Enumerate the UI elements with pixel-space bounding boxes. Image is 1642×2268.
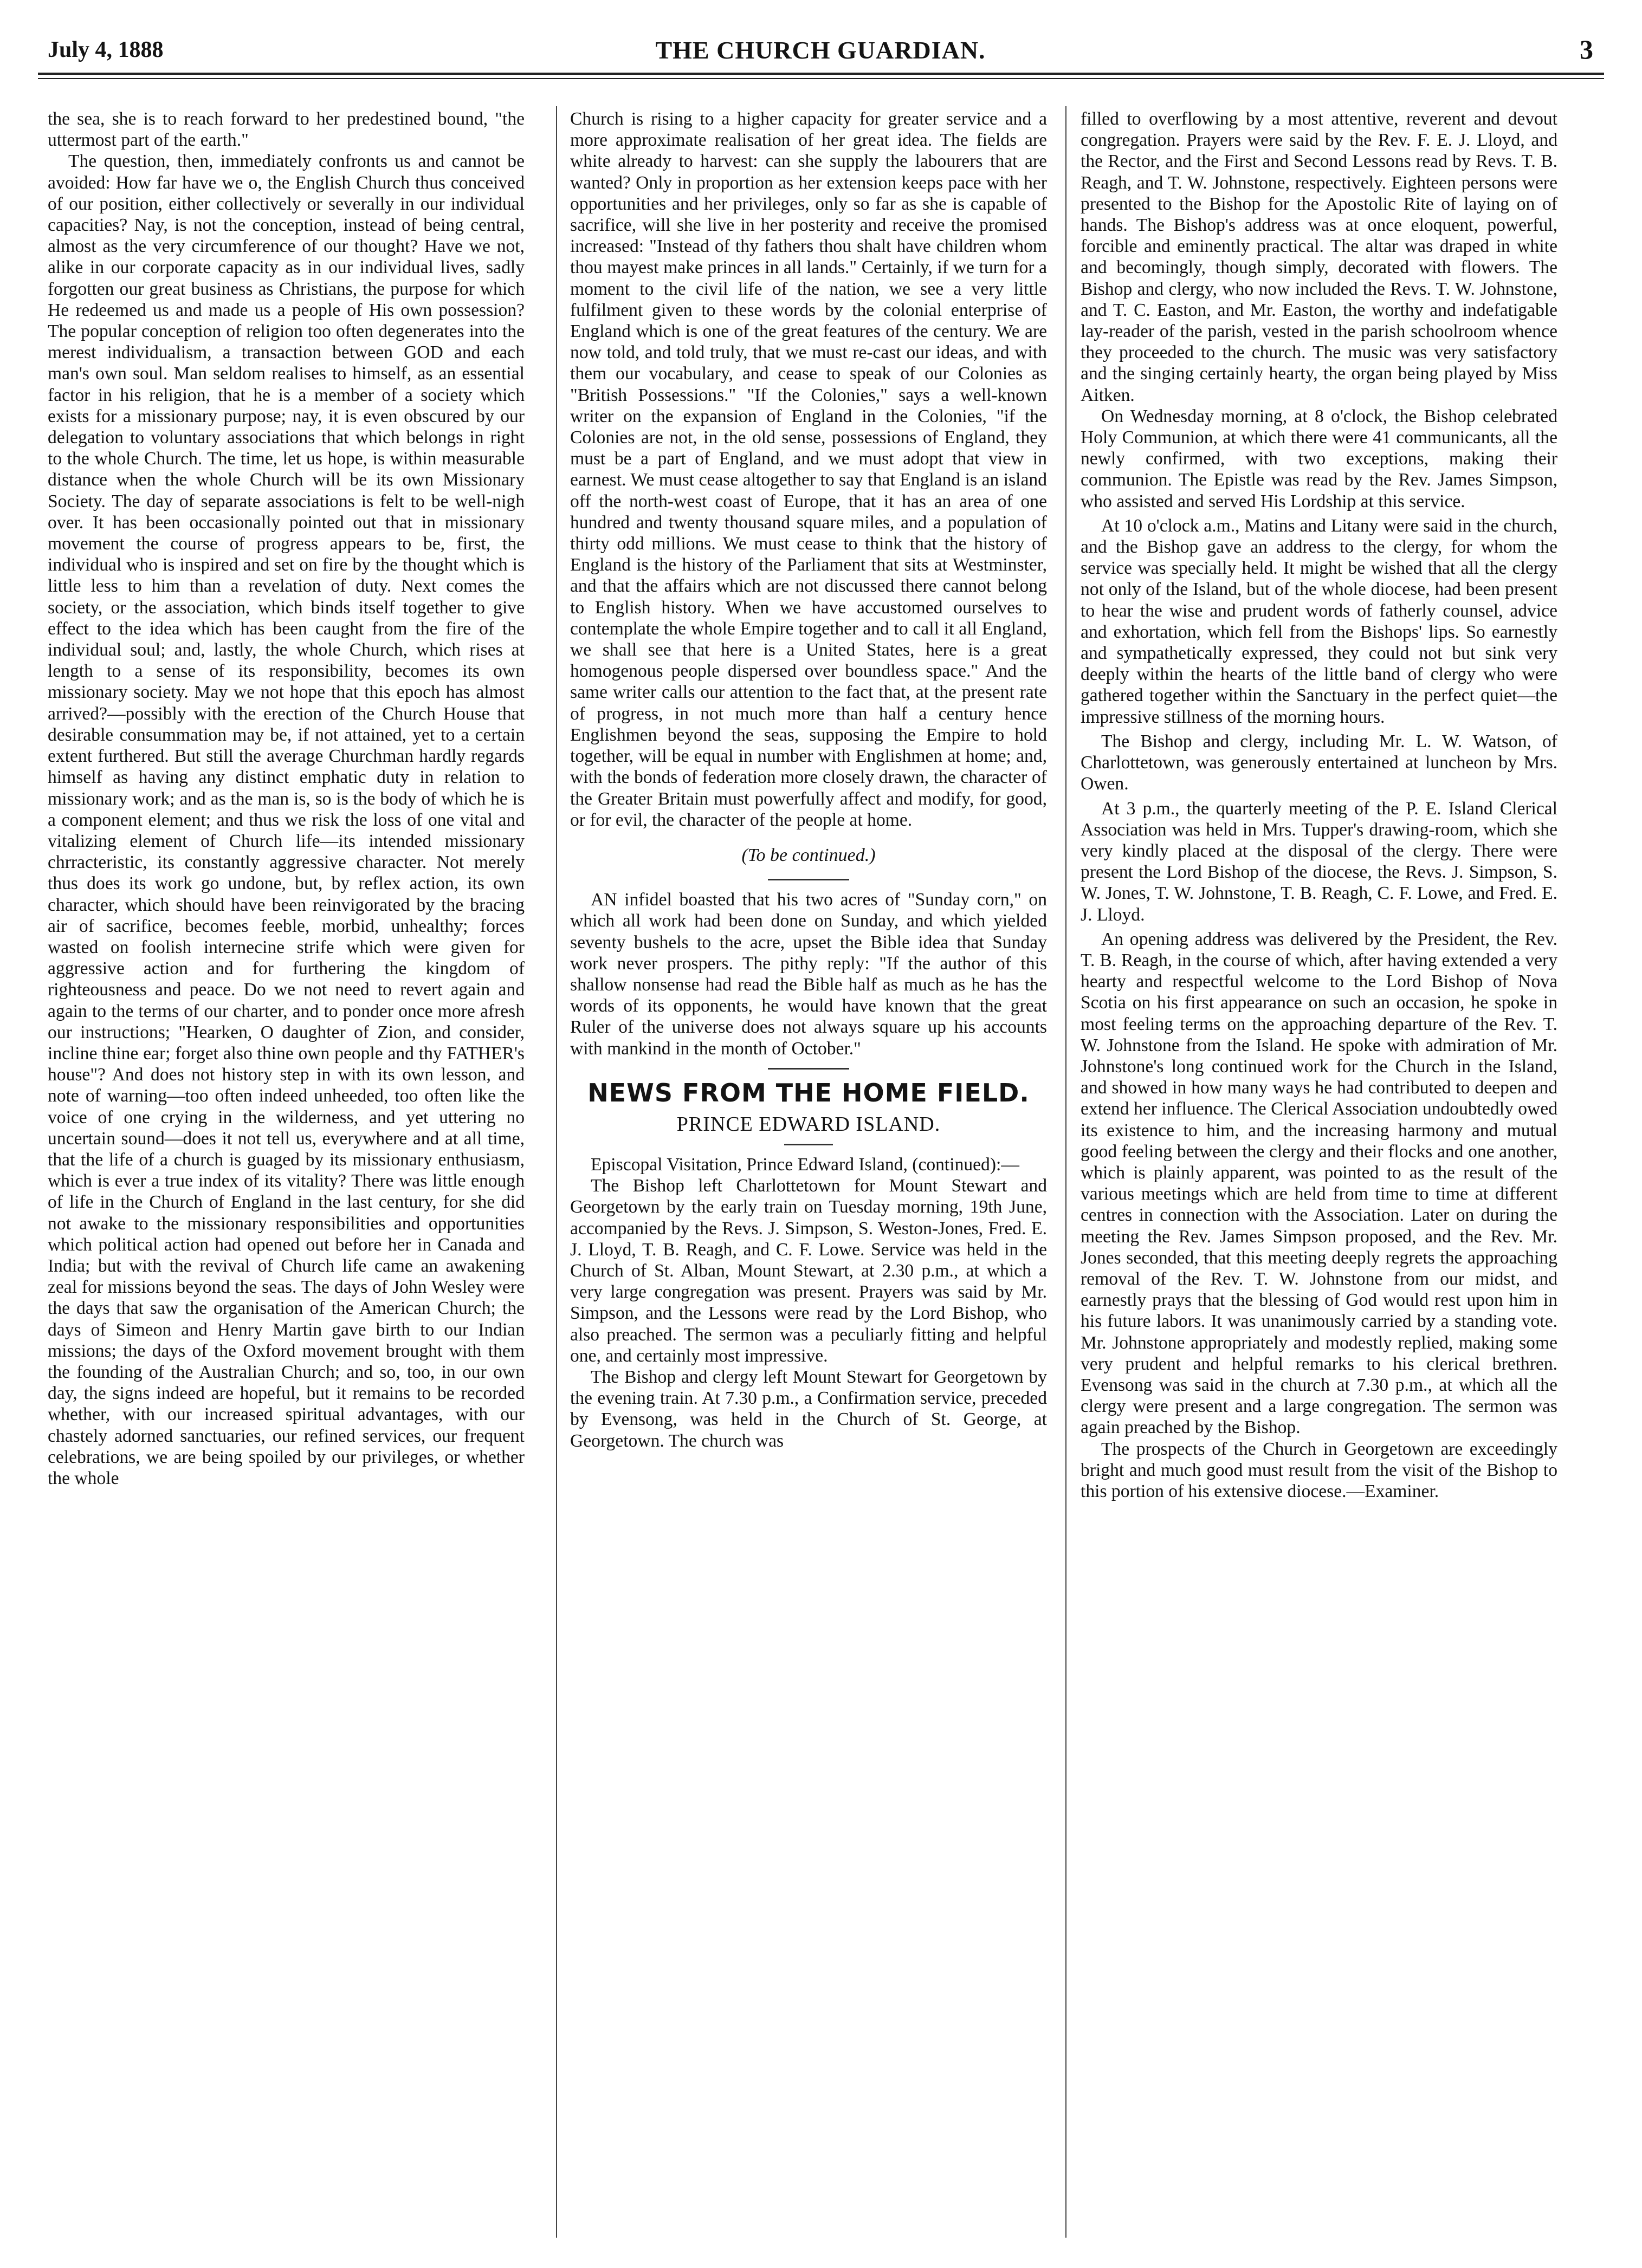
news-paragraph: The Bishop left Charlottetown for Mount Stewart and Georgetown by the early train on Tuesday morning, 19th June, accompanied by the Revs. J. Simpson, S. Weston-Jones, Fred. E. J. Lloyd, T. B. Reagh, and C. F. Lowe. Service was held in the Church of St. Alban, Mount Stewart, at 2.30 p.m., at which a very large congregation was present. Prayers was said by Mr. Simpson, and the Lessons were read by the Lord Bishop, who also preached. The sermon was a peculiarly fitting and helpful one, and certainly most impressive. xyxy=(570,1176,1047,1366)
column-3 xyxy=(1081,108,1557,2238)
news-paragraph: The Bishop and clergy, including Mr. L. W. Watson, of Charlottetown, was generously entertained at luncheon by Mrs. Owen. xyxy=(1081,731,1557,794)
heading-divider xyxy=(784,1144,833,1145)
column-2 xyxy=(570,108,1047,2238)
news-paragraph: At 3 p.m., the quarterly meeting of the P. E. Island Clerical Association was held in Mrs. Tupper's drawing-room, which she very kindly placed at the disposal of the clergy. There were present the Lord Bishop of the diocese, the Revs. J. Simpson, S. W. Jones, T. W. Johnstone, T. B. Reagh, C. F. Lowe, and Fred. E. J. Lloyd. xyxy=(1081,798,1557,925)
section-heading: NEWS FROM THE HOME FIELD. xyxy=(587,1078,1030,1107)
news-paragraph: On Wednesday morning, at 8 o'clock, the Bishop celebrated Holy Communion, at which there were 41 communicants, all the newly confirmed, with two exceptions, making their communion. The Epistle was read by the Rev. James Simpson, who assisted and served His Lordship at this service. xyxy=(1081,406,1557,511)
news-paragraph: Episcopal Visitation, Prince Edward Island, (continued):— xyxy=(591,1154,1019,1175)
page-number: 3 xyxy=(1580,34,1593,64)
sub-heading: PRINCE EDWARD ISLAND. xyxy=(676,1112,941,1136)
column-divider xyxy=(556,106,557,2238)
article-paragraph: Church is rising to a higher capacity for greater service and a more approximate realisation of her great idea. The fields are white already to harvest: can she supply the labourers that are wanted? Only in proportion as her extension keeps pace with her opportunities and her privileges, only so far as she is capable of sacrifice, will she live in her posterity and receive the promised increased: "Instead of thy fathers thou shalt have children whom thou mayest make princes in all lands." Certainly, if we turn for a moment to the civil life of the nation, we see a very little fulfilment given to these words by the colonial enterprise of England which is one of the great features of the century. We are now told, and told truly, that we must re-cast our ideas, and with them our vocabulary, and cease to speak of our Colonies as "British Possessions." "If the Colonies," says a well-known writer on the expansion of England in the Colonies, "if the Colonies are not, in the old sense, possessions of England, they must be a part of England, and we must adopt that view in earnest. We must cease altogether to say that England is an island off the north-west coast of Europe, that it has an area of one hundred and twenty thousand square miles, and a population of thirty odd millions. We must cease to think that the history of England is the history of the Parliament that sits at Westminster, and that the affairs which are not discussed there cannot belong to English history. When we have accustomed ourselves to contemplate the whole Empire together and to call it all England, we shall see that here is a United States, here is a great homogenous people dispersed over boundless space." And the same writer calls our attention to the fact that, at the present rate of progress, in not much more than half a century hence Englishmen beyond the seas, supposing the Empire to hold together, will be equal in number with Englishmen at home; and, with the bonds of federation more closely drawn, the character of the Greater Britain must powerfully affect and modify, for good, or for evil, the character of the people at home. xyxy=(570,109,1047,830)
section-divider xyxy=(768,1068,849,1070)
news-paragraph: The prospects of the Church in Georgetown are exceedingly bright and much good must result from the visit of the Bishop to this portion of his extensive diocese.—Examiner. xyxy=(1081,1438,1557,1501)
column-1 xyxy=(48,108,525,2238)
news-paragraph: An opening address was delivered by the President, the Rev. T. B. Reagh, in the course of which, after having extended a very hearty and respectful welcome to the Lord Bishop of Nova Scotia on his first appearance on such an occasion, he spoke in most feeling terms on the approaching departure of the Rev. T. W. Johnstone from the Island. He spoke with admiration of Mr. Johnstone's long continued work for the Church in the Island, and showed in how many ways he had contributed to deepen and extend her influence. The Clerical Association undoubtedly owed its existence to him, and the increasing harmony and mutual good feeling between the clergy and their flocks and one another, which is plainly apparent, was pointed to as the result of the various meetings which are held from time to time at different centres in connection with the Association. Later on during the meeting the Rev. James Simpson proposed, and the Rev. Mr. Jones seconded, that this meeting deeply regrets the approaching removal of the Rev. T. W. Johnstone from our midst, and earnestly prays that the blessing of God would rest upon him in his future labors. It was unanimously carried by a standing vote. Mr. Johnstone appropriately and modestly replied, making some very prudent and helpful remarks to his clerical brethren. Evensong was said in the church at 7.30 p.m., at which all the clergy were present and a large congregation. The sermon was again preached by the Bishop. xyxy=(1081,929,1557,1438)
article-paragraph: the sea, she is to reach forward to her predestined bound, "the uttermost part of the earth." xyxy=(48,109,525,151)
news-paragraph: At 10 o'clock a.m., Matins and Litany were said in the church, and the Bishop gave an address to the clergy, for whom the service was specially held. It might be wished that all the clergy not only of the Island, but of the whole diocese, had been present to hear the wise and prudent words of fatherly counsel, advice and exhortation, which fell from the Bishops' lips. So earnestly and sympathetically expressed, they could not but sink very deeply within the hearts of the little band of clergy who were gathered together within the Sanctuary in the perfect quiet—the impressive stillness of the morning hours. xyxy=(1081,515,1557,727)
news-paragraph: The Bishop and clergy left Mount Stewart for Georgetown by the evening train. At 7.30 p.m., a Confirmation service, preceded by Evensong, was held in the Church of St. George, at Georgetown. The church was xyxy=(570,1366,1047,1451)
masthead-rule-thin xyxy=(38,78,1604,79)
masthead-rule xyxy=(38,73,1604,75)
newspaper-title: THE CHURCH GUARDIAN. xyxy=(655,36,986,64)
column-divider xyxy=(1065,106,1066,2238)
article-paragraph: The question, then, immediately confronts us and cannot be avoided: How far have we o, the English Church thus conceived of our position, either collectively or severally in our individual capacities? Nay, is not the conception, instead of being central, almost as the very circumference of our thought? Have we not, alike in our corporate capacity as in our individual lives, sadly forgotten our great business as Christians, the purpose for which He redeemed us and made us a people of His own possession? The popular conception of religion too often degenerates into the merest individualism, a transaction between GOD and each man's own soul. Man seldom realises to himself, as an essential factor in his religion, that he is a member of a society which exists for a missionary purpose; nay, it is even obscured by our delegation to voluntary associations that which belongs in right to the whole Church. The time, let us hope, is within measurable distance when the whole Church will be its own Missionary Society. The day of separate associations is felt to be well-nigh over. It has been occasionally pointed out that in missionary movement the course of progress appears to be, first, the individual who is inspired and set on fire by the thought which is little less to him than a revelation of duty. Next comes the society, or the association, which binds itself together to give effect to the idea which has been caught from the fire of the individual soul; and, lastly, the whole Church, which rises at length to a sense of its responsibility, becomes its own missionary society. May we not hope that this epoch has almost arrived?—possibly with the erection of the Church House that desirable consummation may be, if not attained, yet to a certain extent furthered. But still the average Churchman hardly regards himself as having any distinct emphatic duty in relation to missionary work; and as the man is, so is the body of which he is a component element; and thus we risk the loss of one vital and vitalizing element of Church life—its intended missionary chrracteristic, its constantly aggressive character. Not merely thus does its work go undone, but, by reflex action, its own character, which should have been reinvigorated by the bracing air of sacrifice, becomes feeble, morbid, unhealthy; forces wasted on foolish internecine strife which were given for aggressive action and for furthering the kingdom of righteousness and peace. Do we not need to revert again and again to the terms of our charter, and to ponder once more afresh our instructions; "Hearken, O daughter of Zion, and consider, incline thine ear; forget also thine own people and thy FATHER's house"? And does not history step in with its own lesson, and note of warning—too often indeed unheeded, too often like the voice of one crying in the wilderness, and yet uttering no uncertain sound—does it not tell us, everywhere and at all time, that the life of a church is guaged by its missionary enthusiasm, which is ever a true index of its vitality? There was little enough of life in the Church of England in the last century, for she did not awake to the missionary responsibilities and opportunities which political action had opened out before her in Canada and India; but with the revival of Church life came an awakening zeal for missions beyond the seas. The days of John Wesley were the days that saw the organisation of the American Church; the days of Simeon and Henry Martin gave birth to our Indian missions; the days of the Oxford movement brought with them the founding of the Australian Church; and so, too, in our own day, the signs indeed are hopeful, but it remains to be recorded whether, with our increased spiritual advantages, with our chastely adorned sanctuaries, our refined services, our frequent celebrations, we are being spoiled by our privileges, or whether the whole xyxy=(48,151,525,1488)
masthead xyxy=(48,34,1593,66)
issue-date: July 4, 1888 xyxy=(48,37,164,62)
anecdote-paragraph: AN infidel boasted that his two acres of "Sunday corn," on which all work had been done on Sunday, and which yielded seventy bushels to the acre, upset the Bible idea that Sunday work never prospers. The pithy reply: "If the author of this shallow nonsense had read the Bible half as much as he has the words of its opponents, he would have known that the great Ruler of the universe does not always square up his accounts with mankind in the month of October." xyxy=(570,890,1047,1059)
news-paragraph: filled to overflowing by a most attentive, reverent and devout congregation. Prayers were said by the Rev. F. E. J. Lloyd, and the Rector, and the First and Second Lessons read by Revs. T. B. Reagh, and T. W. Johnstone, respectively. Eighteen persons were presented to the Bishop for the Apostolic Rite of laying on of hands. The Bishop's address was at once eloquent, powerful, forcible and eminently practical. The altar was draped in white and becomingly, though simply, decorated with flowers. The Bishop and clergy, who now included the Revs. T. W. Johnstone, and T. C. Easton, and Mr. Easton, the worthy and indefatigable lay-reader of the parish, vested in the parish schoolroom whence they proceeded to the church. The music was very satisfactory and the singing certainly hearty, the organ being played by Miss Aitken. xyxy=(1081,109,1557,405)
section-divider xyxy=(768,879,849,880)
to-be-continued-note: (To be continued.) xyxy=(741,845,876,865)
